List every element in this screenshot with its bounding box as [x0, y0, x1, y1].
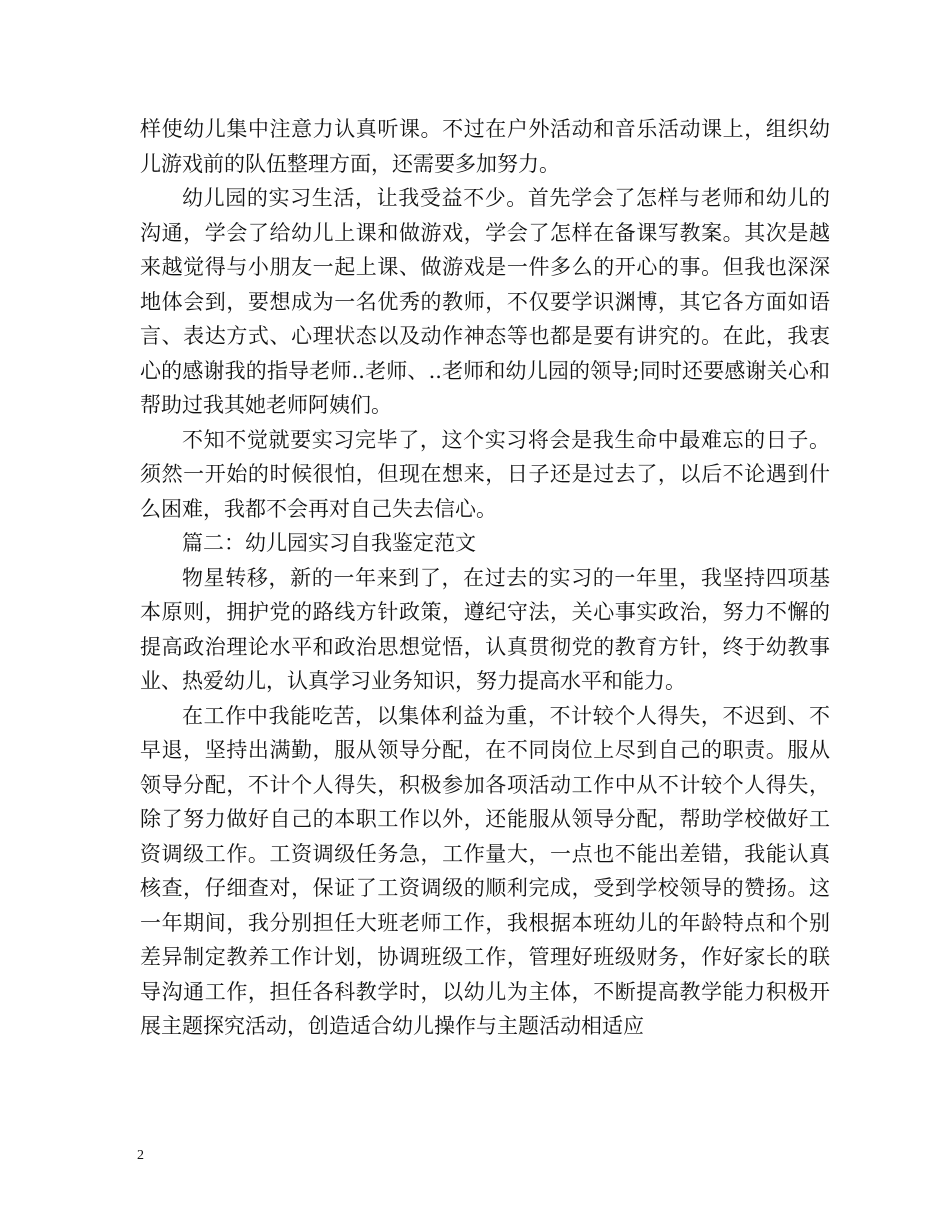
section-heading: 篇二：幼儿园实习自我鉴定范文 [182, 531, 476, 555]
paragraph-2: 幼儿园的实习生活，让我受益不少。首先学会了怎样与老师和幼儿的沟通，学会了给幼儿上课和做游戏，学会了怎样在备课写教案。其次是越来越觉得与小朋友一起上课、做游戏是一件多么的开心的事。但我也深深地体会到，要想成为一名优秀的教师，不仅要学识渊博，其它各方面如语言、表达方式、心理状态以及动作神态等也都是要有讲究的。在此，我衷心的感谢我的指导老师..老师、..老师和幼儿园的领导;同时还要感谢关心和帮助过我其她老师阿姨们。 [140, 186, 830, 417]
paragraph-4: 物星转移，新的一年来到了，在过去的实习的一年里，我坚持四项基本原则，拥护党的路线方针政策，遵纪守法，关心事实政治，努力不懈的提高政治理论水平和政治思想觉悟，认真贯彻党的教育方针，终于幼教事业、热爱幼儿，认真学习业务知识，努力提高水平和能力。 [140, 565, 830, 693]
body-text [140, 112, 830, 1044]
paragraph-1: 样使幼儿集中注意力认真听课。不过在户外活动和音乐活动课上，组织幼儿游戏前的队伍整理方面，还需要多加努力。 [140, 117, 830, 176]
paragraph-5: 在工作中我能吃苦，以集体利益为重，不计较个人得失，不迟到、不早退，坚持出满勤，服从领导分配，在不同岗位上尽到自己的职责。服从领导分配，不计个人得失，积极参加各项活动工作中从不计较个人得失，除了努力做好自己的本职工作以外，还能服从领导分配，帮助学校做好工资调级工作。工资调级任务急，工作量大，一点也不能出差错，我能认真核查，仔细查对，保证了工资调级的顺利完成，受到学校领导的赞扬。这一年期间，我分别担任大班老师工作，我根据本班幼儿的年龄特点和个别差异制定教养工作计划，协调班级工作，管理好班级财务，作好家长的联导沟通工作，担任各科教学时，以幼儿为主体，不断提高教学能力积极开展主题探究活动，创造适合幼儿操作与主题活动相适应 [140, 703, 830, 1038]
paragraph-3: 不知不觉就要实习完毕了，这个实习将会是我生命中最难忘的日子。须然一开始的时候很怕，但现在想来，日子还是过去了，以后不论遇到什么困难，我都不会再对自己失去信心。 [140, 427, 830, 521]
page-number: 2 [137, 1148, 144, 1163]
